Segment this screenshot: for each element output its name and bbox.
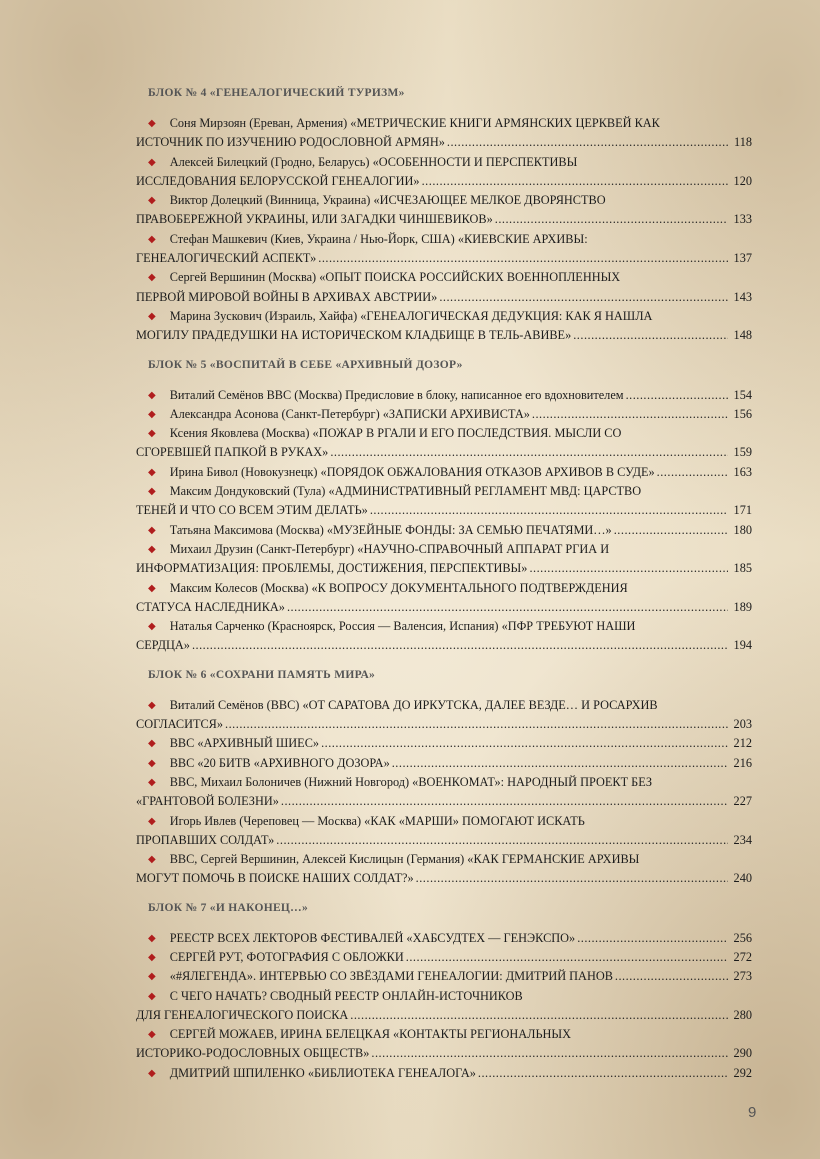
toc-entry[interactable] xyxy=(136,773,752,812)
entry-text: Алексей Билецкий (Гродно, Беларусь) «ОСОБЕННОСТИ И ПЕРСПЕКТИВЫ xyxy=(169,154,578,169)
entry-page-number: 189 xyxy=(733,599,752,614)
toc-entry[interactable] xyxy=(136,521,752,540)
entry-page-number: 234 xyxy=(733,832,752,847)
diamond-bullet-icon: ◆ xyxy=(148,408,156,420)
dot-leader xyxy=(529,559,728,578)
entry-text: ВВС «АРХИВНЫЙ ШИЕС» xyxy=(169,736,320,751)
diamond-bullet-icon: ◆ xyxy=(148,776,156,788)
diamond-bullet-icon: ◆ xyxy=(148,971,156,983)
entry-text: «#ЯЛЕГЕНДА». ИНТЕРВЬЮ СО ЗВЁЗДАМИ ГЕНЕАЛОГИИ: ДМИТРИЙ ПАНОВ xyxy=(169,969,613,984)
entry-line xyxy=(136,598,752,617)
toc-entry[interactable] xyxy=(136,482,752,521)
entry-line xyxy=(136,501,752,520)
dot-leader xyxy=(577,929,728,948)
diamond-bullet-icon: ◆ xyxy=(148,524,156,536)
entry-line xyxy=(136,521,752,540)
entry-text: ВВС, Сергей Вершинин, Алексей Кислицын (Германия) «КАК ГЕРМАНСКИЕ АРХИВЫ xyxy=(169,852,640,867)
entry-text: С ЧЕГО НАЧАТЬ? СВОДНЫЙ РЕЕСТР ОНЛАЙН-ИСТОЧНИКОВ xyxy=(169,988,523,1003)
entry-text: Максим Дондуковский (Тула) «АДМИНИСТРАТИВНЫЙ РЕГЛАМЕНТ МВД: ЦАРСТВО xyxy=(169,484,642,499)
diamond-bullet-icon: ◆ xyxy=(148,621,156,633)
entry-text: Виталий Семёнов ВВС (Москва) Предисловие в блоку, написанное его вдохновителем xyxy=(169,387,624,402)
diamond-bullet-icon: ◆ xyxy=(148,428,156,440)
entry-page-number: 216 xyxy=(733,755,752,770)
entry-text: ИСТОЧНИК ПО ИЗУЧЕНИЮ РОДОСЛОВНОЙ АРМЯН» xyxy=(136,135,445,150)
dot-leader xyxy=(657,463,728,482)
dot-leader xyxy=(287,598,728,617)
toc-entry[interactable] xyxy=(136,540,752,579)
entry-page-number: 171 xyxy=(733,503,752,518)
entry-text: Соня Мирзоян (Ереван, Армения) «МЕТРИЧЕСКИЕ КНИГИ АРМЯНСКИХ ЦЕРКВЕЙ КАК xyxy=(169,116,660,130)
entry-text: СЕРГЕЙ МОЖАЕВ, ИРИНА БЕЛЕЦКАЯ «КОНТАКТЫ РЕГИОНАЛЬНЫХ xyxy=(169,1027,571,1042)
entry-line xyxy=(136,307,752,326)
entry-page-number: 203 xyxy=(733,717,752,732)
diamond-bullet-icon: ◆ xyxy=(148,932,156,944)
entry-text: Ирина Бивол (Новокузнецк) «ПОРЯДОК ОБЖАЛОВАНИЯ ОТКАЗОВ АРХИВОВ В СУДЕ» xyxy=(169,464,655,479)
entry-text: Сергей Вершинин (Москва) «ОПЫТ ПОИСКА РОССИЙСКИХ ВОЕННОПЛЕННЫХ xyxy=(169,270,621,285)
entry-text: «ГРАНТОВОЙ БОЛЕЗНИ» xyxy=(136,794,279,809)
entry-line xyxy=(136,715,752,734)
dot-leader xyxy=(281,792,728,811)
entry-line xyxy=(136,559,752,578)
entry-page-number: 292 xyxy=(733,1065,752,1080)
diamond-bullet-icon: ◆ xyxy=(148,466,156,478)
entry-page-number: 185 xyxy=(733,561,752,576)
dot-leader xyxy=(225,715,728,734)
entry-page-number: 120 xyxy=(733,173,752,188)
entry-line xyxy=(136,172,752,191)
entry-text: ПРАВОБЕРЕЖНОЙ УКРАИНЫ, ИЛИ ЗАГАДКИ ЧИНШЕВИКОВ» xyxy=(136,212,493,227)
entry-page-number: 133 xyxy=(733,212,752,227)
diamond-bullet-icon: ◆ xyxy=(148,118,156,129)
entry-text: Михаил Друзин (Санкт-Петербург) «НАУЧНО-СПРАВОЧНЫЙ АППАРАТ РГИА И xyxy=(169,541,610,556)
toc-entry[interactable] xyxy=(136,463,752,482)
block-title: БЛОК № 5 «ВОСПИТАЙ В СЕБЕ «АРХИВНЫЙ ДОЗОР» xyxy=(148,358,463,371)
entry-text: Виталий Семёнов (ВВС) «ОТ САРАТОВА ДО ИРКУТСКА, ДАЛЕЕ ВЕЗДЕ… И РОСАРХИВ xyxy=(169,697,658,712)
entry-line xyxy=(136,114,752,133)
entry-line xyxy=(136,1025,752,1044)
entry-text: ВВС «20 БИТВ «АРХИВНОГО ДОЗОРА» xyxy=(169,755,390,770)
dot-leader xyxy=(192,636,728,655)
entry-line xyxy=(136,268,752,287)
entry-page-number: 194 xyxy=(733,638,752,653)
entry-page-number: 212 xyxy=(733,736,752,751)
dot-leader xyxy=(392,754,728,773)
entry-text: Ксения Яковлева (Москва) «ПОЖАР В РГАЛИ И ЕГО ПОСЛЕДСТВИЯ. МЫСЛИ СО xyxy=(169,426,622,441)
diamond-bullet-icon: ◆ xyxy=(148,699,156,711)
toc-entry[interactable] xyxy=(136,386,752,405)
diamond-bullet-icon: ◆ xyxy=(148,195,156,207)
page-number: 9 xyxy=(748,1104,757,1121)
entry-text: ДЛЯ ГЕНЕАЛОГИЧЕСКОГО ПОИСКА xyxy=(136,1007,349,1022)
entry-text: ДМИТРИЙ ШПИЛЕНКО «БИБЛИОТЕКА ГЕНЕАЛОГА» xyxy=(169,1065,476,1080)
entry-line xyxy=(136,210,752,229)
toc-entry[interactable] xyxy=(136,967,752,986)
entry-page-number: 273 xyxy=(733,969,752,984)
entry-text: Игорь Ивлев (Череповец — Москва) «КАК «МАРШИ» ПОМОГАЮТ ИСКАТЬ xyxy=(169,813,585,828)
entry-page-number: 240 xyxy=(733,871,752,886)
entry-page-number: 156 xyxy=(733,406,752,421)
toc-entry[interactable] xyxy=(136,850,752,889)
dot-leader xyxy=(626,386,728,405)
entry-text: ВВС, Михаил Болоничев (Нижний Новгород) «ВОЕНКОМАТ»: НАРОДНЫЙ ПРОЕКТ БЕЗ xyxy=(169,774,653,789)
entry-line xyxy=(136,1006,752,1025)
toc-entry[interactable] xyxy=(136,696,752,735)
diamond-bullet-icon: ◆ xyxy=(148,1029,156,1041)
toc-entry[interactable] xyxy=(136,987,752,1026)
toc-entry[interactable] xyxy=(136,114,752,153)
toc-entry[interactable] xyxy=(136,1064,752,1083)
toc-entry[interactable] xyxy=(136,1025,752,1064)
dot-leader xyxy=(532,405,728,424)
entry-page-number: 154 xyxy=(733,387,752,402)
block-title: БЛОК № 4 «ГЕНЕАЛОГИЧЕСКИЙ ТУРИЗМ» xyxy=(148,87,405,99)
diamond-bullet-icon: ◆ xyxy=(148,233,156,245)
entry-text: ТЕНЕЙ И ЧТО СО ВСЕМ ЭТИМ ДЕЛАТЬ» xyxy=(136,503,368,518)
entry-page-number: 148 xyxy=(733,328,752,343)
entry-line xyxy=(136,617,752,636)
entry-page-number: 159 xyxy=(733,445,752,460)
dot-leader xyxy=(439,288,728,307)
toc-entry[interactable] xyxy=(136,617,752,656)
entry-line xyxy=(136,754,752,773)
entry-text: ПЕРВОЙ МИРОВОЙ ВОЙНЫ В АРХИВАХ АВСТРИИ» xyxy=(136,289,438,304)
entry-line xyxy=(136,1064,752,1083)
entry-text: СГОРЕВШЕЙ ПАПКОЙ В РУКАХ» xyxy=(136,445,329,460)
diamond-bullet-icon: ◆ xyxy=(148,951,156,963)
entry-text: Татьяна Максимова (Москва) «МУЗЕЙНЫЕ ФОНДЫ: ЗА СЕМЬЮ ПЕЧАТЯМИ…» xyxy=(169,522,612,537)
dot-leader xyxy=(614,521,728,540)
diamond-bullet-icon: ◆ xyxy=(148,990,156,1002)
entry-text: Марина Зускович (Израиль, Хайфа) «ГЕНЕАЛОГИЧЕСКАЯ ДЕДУКЦИЯ: КАК Я НАШЛА xyxy=(169,308,653,323)
entry-page-number: 163 xyxy=(733,464,752,479)
dot-leader xyxy=(330,443,728,462)
entry-line xyxy=(136,288,752,307)
toc-entry[interactable] xyxy=(136,307,752,346)
entry-text: СОГЛАСИТСЯ» xyxy=(136,717,224,732)
entry-line xyxy=(136,1044,752,1063)
entry-line xyxy=(136,987,752,1006)
toc-entry[interactable] xyxy=(136,230,752,269)
entry-line xyxy=(136,579,752,598)
diamond-bullet-icon: ◆ xyxy=(148,272,156,284)
toc-entry[interactable] xyxy=(136,268,752,307)
dot-leader xyxy=(478,1064,728,1083)
entry-line xyxy=(136,929,752,948)
entry-text: Виктор Долецкий (Винница, Украина) «ИСЧЕЗАЮЩЕЕ МЕЛКОЕ ДВОРЯНСТВО xyxy=(169,193,606,208)
dot-leader xyxy=(318,249,728,268)
toc-entry[interactable] xyxy=(136,153,752,192)
entry-line xyxy=(136,424,752,443)
toc-block xyxy=(136,666,752,889)
entry-page-number: 143 xyxy=(733,289,752,304)
diamond-bullet-icon: ◆ xyxy=(148,815,156,827)
toc-block xyxy=(136,899,752,1083)
block-title: БЛОК № 6 «СОХРАНИ ПАМЯТЬ МИРА» xyxy=(148,668,376,681)
dot-leader xyxy=(321,734,728,753)
entry-text: Стефан Машкевич (Киев, Украина / Нью-Йорк, США) «КИЕВСКИЕ АРХИВЫ: xyxy=(169,231,588,246)
entry-text: РЕЕСТР ВСЕХ ЛЕКТОРОВ ФЕСТИВАЛЕЙ «ХАБСУДТЕХ — ГЕНЭКСПО» xyxy=(169,930,576,945)
toc-entry[interactable] xyxy=(136,424,752,463)
toc-entry[interactable] xyxy=(136,734,752,753)
toc-entry[interactable] xyxy=(136,812,752,851)
dot-leader xyxy=(573,326,728,345)
entry-line xyxy=(136,734,752,753)
entry-line xyxy=(136,792,752,811)
toc-entry[interactable] xyxy=(136,191,752,230)
entry-line xyxy=(136,326,752,345)
entry-line xyxy=(136,696,752,715)
dot-leader xyxy=(371,1044,728,1063)
toc-entry[interactable] xyxy=(136,929,752,948)
entry-line xyxy=(136,812,752,831)
diamond-bullet-icon: ◆ xyxy=(148,854,156,866)
entry-page-number: 290 xyxy=(733,1046,752,1061)
entry-line xyxy=(136,133,752,152)
diamond-bullet-icon: ◆ xyxy=(148,738,156,750)
diamond-bullet-icon: ◆ xyxy=(148,310,156,322)
entry-text: МОГИЛУ ПРАДЕДУШКИ НА ИСТОРИЧЕСКОМ КЛАДБИЩЕ В ТЕЛЬ-АВИВЕ» xyxy=(136,328,572,343)
dot-leader xyxy=(495,210,728,229)
entry-text: ИСТОРИКО-РОДОСЛОВНЫХ ОБЩЕСТВ» xyxy=(136,1046,370,1061)
entry-text: Наталья Сарченко (Красноярск, Россия — Валенсия, Испания) «ПФР ТРЕБУЮТ НАШИ xyxy=(169,619,636,634)
dot-leader xyxy=(422,172,728,191)
entry-page-number: 137 xyxy=(733,251,752,266)
dot-leader xyxy=(370,501,728,520)
dot-leader xyxy=(615,967,728,986)
entry-text: ПРОПАВШИХ СОЛДАТ» xyxy=(136,832,275,847)
entry-text: ИССЛЕДОВАНИЯ БЕЛОРУССКОЙ ГЕНЕАЛОГИИ» xyxy=(136,173,420,188)
diamond-bullet-icon: ◆ xyxy=(148,389,156,401)
entry-line xyxy=(136,191,752,210)
toc-entry[interactable] xyxy=(136,754,752,773)
toc-block xyxy=(136,356,752,656)
entry-line xyxy=(136,443,752,462)
entry-line xyxy=(136,831,752,850)
entry-text: ГЕНЕАЛОГИЧЕСКИЙ АСПЕКТ» xyxy=(136,251,317,266)
entry-page-number: 280 xyxy=(733,1007,752,1022)
entry-line xyxy=(136,386,752,405)
table-of-contents xyxy=(136,84,752,1083)
entry-line xyxy=(136,540,752,559)
diamond-bullet-icon: ◆ xyxy=(148,486,156,498)
entry-page-number: 272 xyxy=(733,949,752,964)
entry-line xyxy=(136,405,752,424)
entry-line xyxy=(136,153,752,172)
dot-leader xyxy=(416,869,728,888)
entry-line xyxy=(136,869,752,888)
entry-text: СТАТУСА НАСЛЕДНИКА» xyxy=(136,599,285,614)
toc-entry[interactable] xyxy=(136,948,752,967)
entry-page-number: 227 xyxy=(733,794,752,809)
toc-entry[interactable] xyxy=(136,579,752,618)
entry-line xyxy=(136,948,752,967)
diamond-bullet-icon: ◆ xyxy=(148,757,156,769)
entry-text: ИНФОРМАТИЗАЦИЯ: ПРОБЛЕМЫ, ДОСТИЖЕНИЯ, ПЕРСПЕКТИВЫ» xyxy=(136,561,528,576)
toc-entry[interactable] xyxy=(136,405,752,424)
dot-leader xyxy=(350,1006,728,1025)
entry-line xyxy=(136,850,752,869)
entry-text: Максим Колесов (Москва) «К ВОПРОСУ ДОКУМЕНТАЛЬНОГО ПОДТВЕРЖДЕНИЯ xyxy=(169,580,628,595)
entry-line xyxy=(136,230,752,249)
entry-line xyxy=(136,636,752,655)
dot-leader xyxy=(447,133,728,152)
entry-line xyxy=(136,967,752,986)
diamond-bullet-icon: ◆ xyxy=(148,1067,156,1079)
entry-line xyxy=(136,482,752,501)
entry-text: Александра Асонова (Санкт-Петербург) «ЗАПИСКИ АРХИВИСТА» xyxy=(169,406,530,421)
entry-text: СЕРГЕЙ РУТ, ФОТОГРАФИЯ С ОБЛОЖКИ xyxy=(169,949,404,964)
diamond-bullet-icon: ◆ xyxy=(148,156,156,168)
entry-line xyxy=(136,773,752,792)
diamond-bullet-icon: ◆ xyxy=(148,543,156,555)
entry-text: МОГУТ ПОМОЧЬ В ПОИСКЕ НАШИХ СОЛДАТ?» xyxy=(136,871,414,886)
dot-leader xyxy=(276,831,728,850)
entry-text: СЕРДЦА» xyxy=(136,638,190,653)
block-title: БЛОК № 7 «И НАКОНЕЦ…» xyxy=(148,901,309,914)
toc-block xyxy=(136,84,752,346)
entry-page-number: 180 xyxy=(733,522,752,537)
entry-page-number: 118 xyxy=(734,135,752,150)
entry-line xyxy=(136,463,752,482)
dot-leader xyxy=(406,948,728,967)
entry-line xyxy=(136,249,752,268)
diamond-bullet-icon: ◆ xyxy=(148,582,156,594)
entry-page-number: 256 xyxy=(733,930,752,945)
